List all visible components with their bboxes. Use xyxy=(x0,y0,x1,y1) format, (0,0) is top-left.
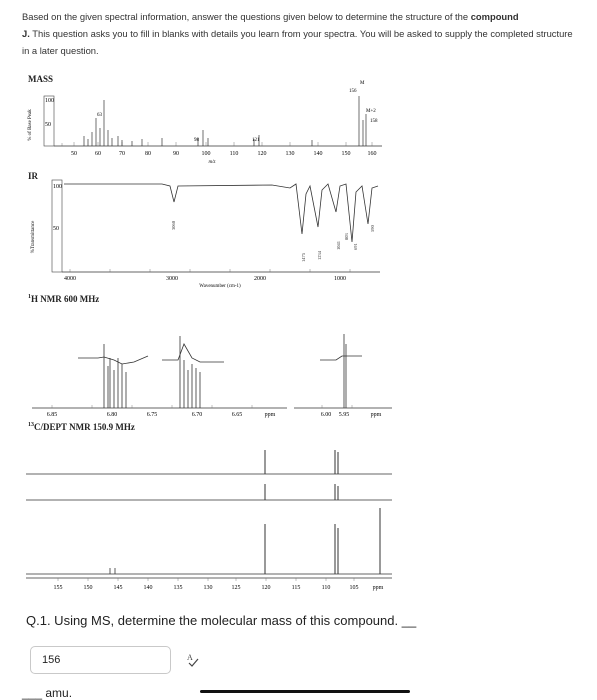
mass-peak-63: 63 xyxy=(97,113,102,118)
ir-ytick-50: 50 xyxy=(53,226,59,232)
question-text: Q.1. Using MS, determine the molecular mass of this compound. __ xyxy=(26,613,417,628)
cnmr-tick: 115 xyxy=(291,585,301,591)
mass-ylabel: % of Base Peak xyxy=(28,109,33,141)
mass-xtick: 160 xyxy=(367,151,377,157)
mass-xtick: 150 xyxy=(341,151,351,157)
mass-xtick: 130 xyxy=(285,151,295,157)
cnmr-label: $^{13}$C/DEPT NMR 150.9 MHz xyxy=(28,422,135,432)
answer-input[interactable] xyxy=(30,646,171,674)
hnmr-tick: ppm xyxy=(264,412,276,418)
cnmr-tick: 140 xyxy=(143,585,153,591)
hnmr-tick: 6.75 xyxy=(146,412,158,418)
ir-peak-1234: 1234 xyxy=(317,251,322,260)
hnmr-tick: 5.95 xyxy=(338,412,350,418)
cnmr-tick: 120 xyxy=(261,585,271,591)
cnmr-tick: 125 xyxy=(231,585,241,591)
cnmr-tick: 145 xyxy=(113,585,123,591)
ir-peak-691: 691 xyxy=(353,243,358,250)
ir-peak-1041: 1041 xyxy=(336,241,341,250)
ir-ylabel: %Transmittance xyxy=(31,220,36,254)
ir-peak-3060: 3060 xyxy=(171,221,176,230)
mass-label: MASS xyxy=(28,74,54,84)
ir-xtick: 2000 xyxy=(254,276,266,282)
mass-peak-158: 158 xyxy=(370,119,378,124)
mass-xtick: 90 xyxy=(173,151,179,157)
mass-xtick: 120 xyxy=(257,151,267,157)
ir-xtick: 3000 xyxy=(166,276,178,282)
mass-xtick: 110 xyxy=(229,151,239,157)
scroll-indicator[interactable] xyxy=(200,690,410,693)
ir-spectrum xyxy=(22,172,392,297)
hnmr-tick: 6.80 xyxy=(106,412,118,418)
ir-ytick-100: 100 xyxy=(53,184,62,190)
mass-xlabel: m/z xyxy=(208,160,216,165)
mass-peak-m: M xyxy=(360,81,365,86)
hnmr-tick: 6.00 xyxy=(320,412,332,418)
hnmr-tick: ppm xyxy=(370,412,382,418)
answer-unit: ___ amu. xyxy=(22,686,73,700)
spellcheck-icon[interactable] xyxy=(186,652,200,668)
mass-xtick: 70 xyxy=(119,151,125,157)
ir-xtick: 4000 xyxy=(64,276,76,282)
cnmr-tick: 105 xyxy=(349,585,359,591)
ir-xlabel: Wavenumber (cm-1) xyxy=(199,284,241,289)
mass-xtick: 80 xyxy=(145,151,151,157)
ir-peak-803: 803 xyxy=(344,233,349,240)
instructions: Based on the given spectral information, answer the questions given below to determine the structure of the compound J. This question asks you to fill in blanks with details you learn from your spectra. You will be asked to supply the completed structure in a later question. xyxy=(22,11,573,56)
cnmr-tick: 110 xyxy=(321,585,331,591)
ir-label: IR xyxy=(28,171,39,181)
mass-peak-121: 121 xyxy=(252,138,260,143)
hnmr-tick: 6.85 xyxy=(46,412,58,418)
svg-text:A: A xyxy=(187,653,193,662)
mass-xtick: 50 xyxy=(71,151,77,157)
hnmr-label: $^1$H NMR 600 MHz xyxy=(28,294,100,304)
mass-peak-m2: M+2 xyxy=(366,109,376,114)
cnmr-spectrum xyxy=(22,430,582,605)
mass-peak-98: 98 xyxy=(194,138,199,143)
mass-ytick-100: 100 xyxy=(45,98,54,104)
ir-peak-1475: 1475 xyxy=(301,253,306,262)
mass-xtick: 100 xyxy=(201,151,211,157)
cnmr-tick: ppm xyxy=(372,585,384,591)
hnmr-spectrum xyxy=(22,300,572,425)
ir-peak-590: 590 xyxy=(370,225,375,232)
cnmr-tick: 150 xyxy=(83,585,93,591)
mass-peak-156: 156 xyxy=(349,89,357,94)
hnmr-tick: 6.70 xyxy=(191,412,203,418)
mass-spectrum xyxy=(22,80,392,175)
cnmr-tick: 155 xyxy=(53,585,63,591)
mass-xtick: 60 xyxy=(95,151,101,157)
hnmr-tick: 6.65 xyxy=(231,412,243,418)
cnmr-tick: 130 xyxy=(203,585,213,591)
mass-ytick-50: 50 xyxy=(45,122,51,128)
cnmr-tick: 135 xyxy=(173,585,183,591)
ir-xtick: 1000 xyxy=(334,276,346,282)
mass-xtick: 140 xyxy=(313,151,323,157)
